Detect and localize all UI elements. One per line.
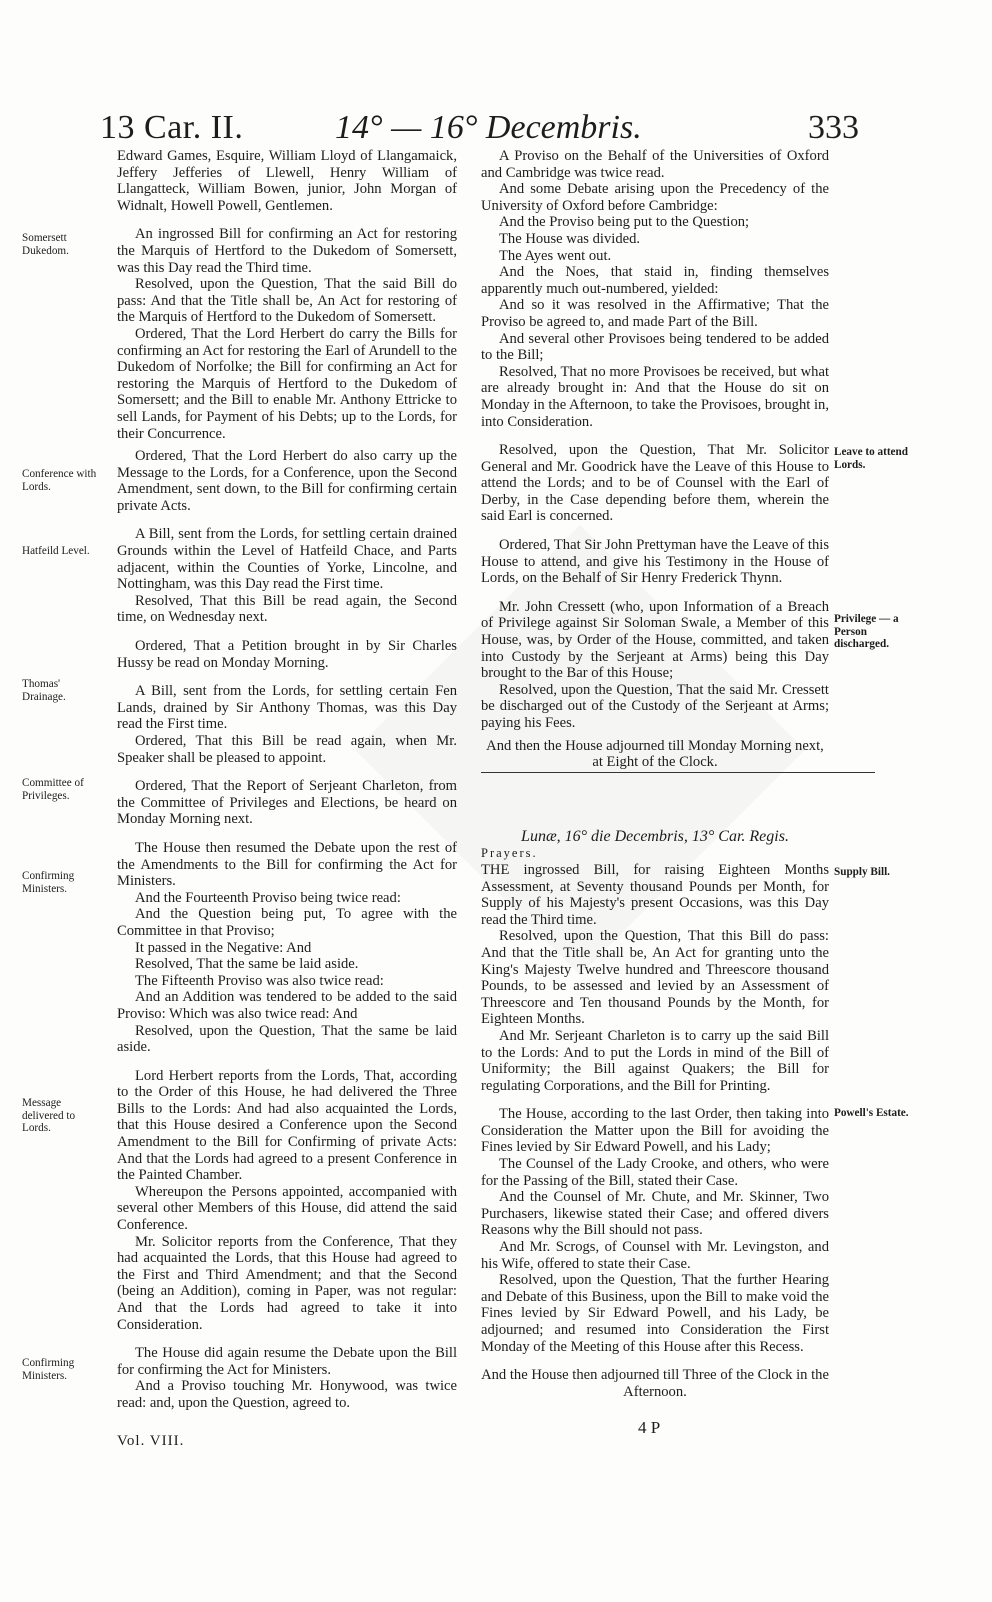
paragraph: The Ayes went out.	[499, 247, 612, 264]
right-column	[481, 148, 829, 1400]
paragraph: The House did again resume the Debate upon the Bill for confirming the Act for Ministers.	[117, 1345, 457, 1378]
paragraph: Resolved, upon the Question, That Mr. Solicitor General and Mr. Goodrick have the Leave of this House to attend the Lords; and to be of Counsel with the Earl of Derby, in the Case depending before them, wherein the said Earl is concerned.	[481, 442, 829, 525]
margin-note-committee: Committee of Privileges.	[22, 777, 84, 802]
paragraph: Ordered, That Sir John Prettyman have the Leave of this House to attend, and give his Testimony in the House of Lords, on the Behalf of Sir Henry Frederick Thynn.	[481, 537, 829, 587]
paragraph: Ordered, That the Lord Herbert do carry the Bills for confirming an Act for restoring the Earl of Arundell to the Dukedom of Norfolke; the Bill for confirming an Act for restoring the Marquis of Hertford to the Dukedom of Somersett; and the Bill to enable Mr. Anthony Ettricke to sell Lands, for Payment of his Debts; up to the Lords, for their Concurrence.	[117, 325, 457, 442]
paragraph: The House then resumed the Debate upon the rest of the Amendments to the Bill for confirming the Act for Ministers.	[117, 839, 457, 890]
prayers-heading: Prayers.	[481, 846, 538, 861]
paragraph: The House was divided.	[499, 230, 641, 247]
margin-note-message: Message delivered to Lords.	[22, 1097, 76, 1134]
paragraph: Edward Games, Esquire, William Lloyd of Llangamaick, Jeffery Jefferies of Llewell, Henry William of Llangatteck, William Bowen, junior, John Morgan of Widnalt, Howell Powell, Gentlemen.	[117, 148, 457, 214]
paragraph: Ordered, That the Lord Herbert do also carry up the Message to the Lords, for a Conference, upon the Second Amendment, sent down, to the Bill for confirming certain private Acts.	[117, 448, 457, 514]
margin-note-privilege: Privilege — a Person discharged.	[834, 613, 899, 650]
paragraph: A Bill, sent from the Lords, for settling certain drained Grounds within the Level of Hatfeild Chace, and Parts adjacent, within the Counties of Yorke, Lincolne, and Nottingham, was this Day read the First time.	[117, 526, 457, 593]
margin-note-supply: Supply Bill.	[834, 866, 890, 878]
paragraph: And the Proviso being put to the Question;	[499, 214, 750, 231]
margin-note-ministers-2: Confirming Ministers.	[22, 1357, 75, 1382]
paragraph: And the Noes, that staid in, finding themselves apparently much out-numbered, yielded:	[481, 264, 829, 297]
paragraph: An ingrossed Bill for confirming an Act for restoring the Marquis of Hertford to the Dukedom of Somersett, was this Day read the Third time.	[117, 226, 457, 276]
margin-note-hatfeild: Hatfeild Level.	[22, 545, 90, 557]
paragraph: Ordered, That this Bill be read again, when Mr. Speaker shall be pleased to appoint.	[117, 733, 457, 766]
paragraph: Resolved, upon the Question, That the same be laid aside.	[117, 1022, 457, 1056]
paragraph: Lord Herbert reports from the Lords, That, according to the Order of this House, he had delivered the Three Bills to the Lords: And had also acquainted the Lords, that this House desired a Conference upon the Second Amendment to the Bill for Confirming of private Acts: And that the Lords had agreed to a present Conference in the Painted Chamber.	[117, 1067, 457, 1184]
paragraph: The Fifteenth Proviso was also twice read:	[135, 972, 384, 989]
header-dates: 14° — 16° Decembris.	[335, 109, 642, 146]
left-column	[117, 148, 457, 1412]
volume-footer: Vol. VIII.	[117, 1433, 185, 1449]
margin-note-ministers: Confirming Ministers.	[22, 870, 75, 895]
paragraph: Resolved, upon the Question, That this Bill do pass: And that the Title shall be, An Act for granting unto the King's Majesty Twelve hundred and Threescore thousand Pounds, to be assessed and levied by an Assessment of Threescore and Ten thousand Pounds by the Month, for Eighteen Months.	[481, 928, 829, 1028]
header-reign: 13 Car. II.	[100, 109, 244, 146]
paragraph: Resolved, upon the Question, That the further Hearing and Debate of this Business, upon the Bill to make void the Fines levied by Sir Edward Powell, and his Lady, be adjourned; and resumed into Consideration the First Monday of the Meeting of this House after this Recess.	[481, 1272, 829, 1355]
paragraph: Resolved, That the same be laid aside.	[135, 956, 359, 973]
adjournment-note: And the House then adjourned till Three of the Clock in the Afternoon.	[481, 1367, 829, 1400]
paragraph: Resolved, That no more Provisoes be received, but what are already brought in: And that the House do sit on Monday in the Afternoon, to take the Provisoes, brought in, into Consideration.	[481, 363, 829, 430]
paragraph: And an Addition was tendered to be added to the said Proviso: Which was also twice read: And	[117, 989, 457, 1022]
paragraph: And some Debate arising upon the Precedency of the University of Oxford before Cambridge:	[481, 181, 829, 214]
margin-note-leave: Leave to attend Lords.	[834, 446, 908, 471]
paragraph: The House, according to the last Order, then taking into Consideration the Matter upon the Bill for avoiding the Fines levied by Sir Edward Powell, and his Lady;	[481, 1106, 829, 1156]
margin-note-powell: Powell's Estate.	[834, 1107, 909, 1119]
paragraph: And the Counsel of Mr. Chute, and Mr. Skinner, Two Purchasers, likewise stated their Case; and offered divers Reasons why the Bill should not pass.	[481, 1189, 829, 1239]
day-heading: Lunæ, 16° die Decembris, 13° Car. Regis.	[521, 827, 789, 845]
paragraph: Resolved, That this Bill be read again, the Second time, on Wednesday next.	[117, 592, 457, 626]
signature-mark: 4 P	[638, 1418, 661, 1437]
paragraph: It passed in the Negative: And	[135, 939, 312, 956]
paragraph: Ordered, That a Petition brought in by Sir Charles Hussy be read on Monday Morning.	[117, 638, 457, 671]
margin-note-thomas: Thomas' Drainage.	[22, 678, 66, 703]
paragraph: Mr. Solicitor reports from the Conference, That they had acquainted the Lords, that this House had agreed to the First and Third Amendment; and that the Second (being an Addition), coming in Paper, was not regular: And that the Lords had agreed to take it into Consideration.	[117, 1233, 457, 1333]
paragraph: Resolved, upon the Question, That the said Mr. Cressett be discharged out of the Custody of the Serjeant at Arms; paying his Fees.	[481, 681, 829, 731]
paragraph: Whereupon the Persons appointed, accompanied with several other Members of this House, did attend the said Conference.	[117, 1183, 457, 1234]
paragraph: And Mr. Serjeant Charleton is to carry up the said Bill to the Lords: And to put the Lords in mind of the Bill of Uniformity; the Bill against Quakers; the Bill for regulating Corporations, and the Bill for Printing.	[481, 1027, 829, 1094]
margin-note-somersett: Somersett Dukedom.	[22, 232, 69, 257]
page-number: 333	[808, 109, 859, 146]
paragraph: Mr. John Cressett (who, upon Information of a Breach of Privilege against Sir Soloman Swale, a Member of this House, was, by Order of the House, committed, and taken into Custody by the Serjeant at Arms) being this Day brought to the Bar of this House;	[481, 598, 829, 682]
paragraph: And a Proviso touching Mr. Honywood, was twice read: and, upon the Question, agreed to.	[117, 1378, 457, 1411]
paragraph: The Counsel of the Lady Crooke, and others, who were for the Passing of the Bill, stated their Case.	[481, 1156, 829, 1189]
paragraph: A Bill, sent from the Lords, for settling certain Fen Lands, drained by Sir Anthony Thomas, was this Day read the First time.	[117, 683, 457, 733]
paragraph: And so it was resolved in the Affirmative; That the Proviso be agreed to, and made Part of the Bill.	[481, 297, 829, 330]
paragraph: Resolved, upon the Question, That the said Bill do pass: And that the Title shall be, An Act for restoring of the Marquis of Hertford to the Dukedom of Somersett.	[117, 276, 457, 326]
paragraph: And the Fourteenth Proviso being twice read:	[135, 889, 401, 906]
margin-note-conference: Conference with Lords.	[22, 468, 97, 493]
paragraph: THE ingrossed Bill, for raising Eighteen Months Assessment, at Seventy thousand Pounds per Month, for Supply of his Majesty's present Occasions, was this Day read the Third time.	[481, 861, 829, 928]
paragraph: And the Question being put, To agree with the Committee in that Proviso;	[117, 906, 457, 939]
adjournment-note: And then the House adjourned till Monday Morning next, at Eight of the Clock.	[486, 737, 824, 771]
section-rule	[481, 772, 875, 773]
paragraph: And several other Provisoes being tendered to be added to the Bill;	[481, 330, 829, 364]
paragraph: And Mr. Scrogs, of Counsel with Mr. Levingston, and his Wife, offered to state their Case.	[481, 1239, 829, 1272]
paragraph: A Proviso on the Behalf of the Universities of Oxford and Cambridge was twice read.	[481, 148, 829, 181]
paragraph: Ordered, That the Report of Serjeant Charleton, from the Committee of Privileges and Elections, be heard on Monday Morning next.	[117, 778, 457, 828]
